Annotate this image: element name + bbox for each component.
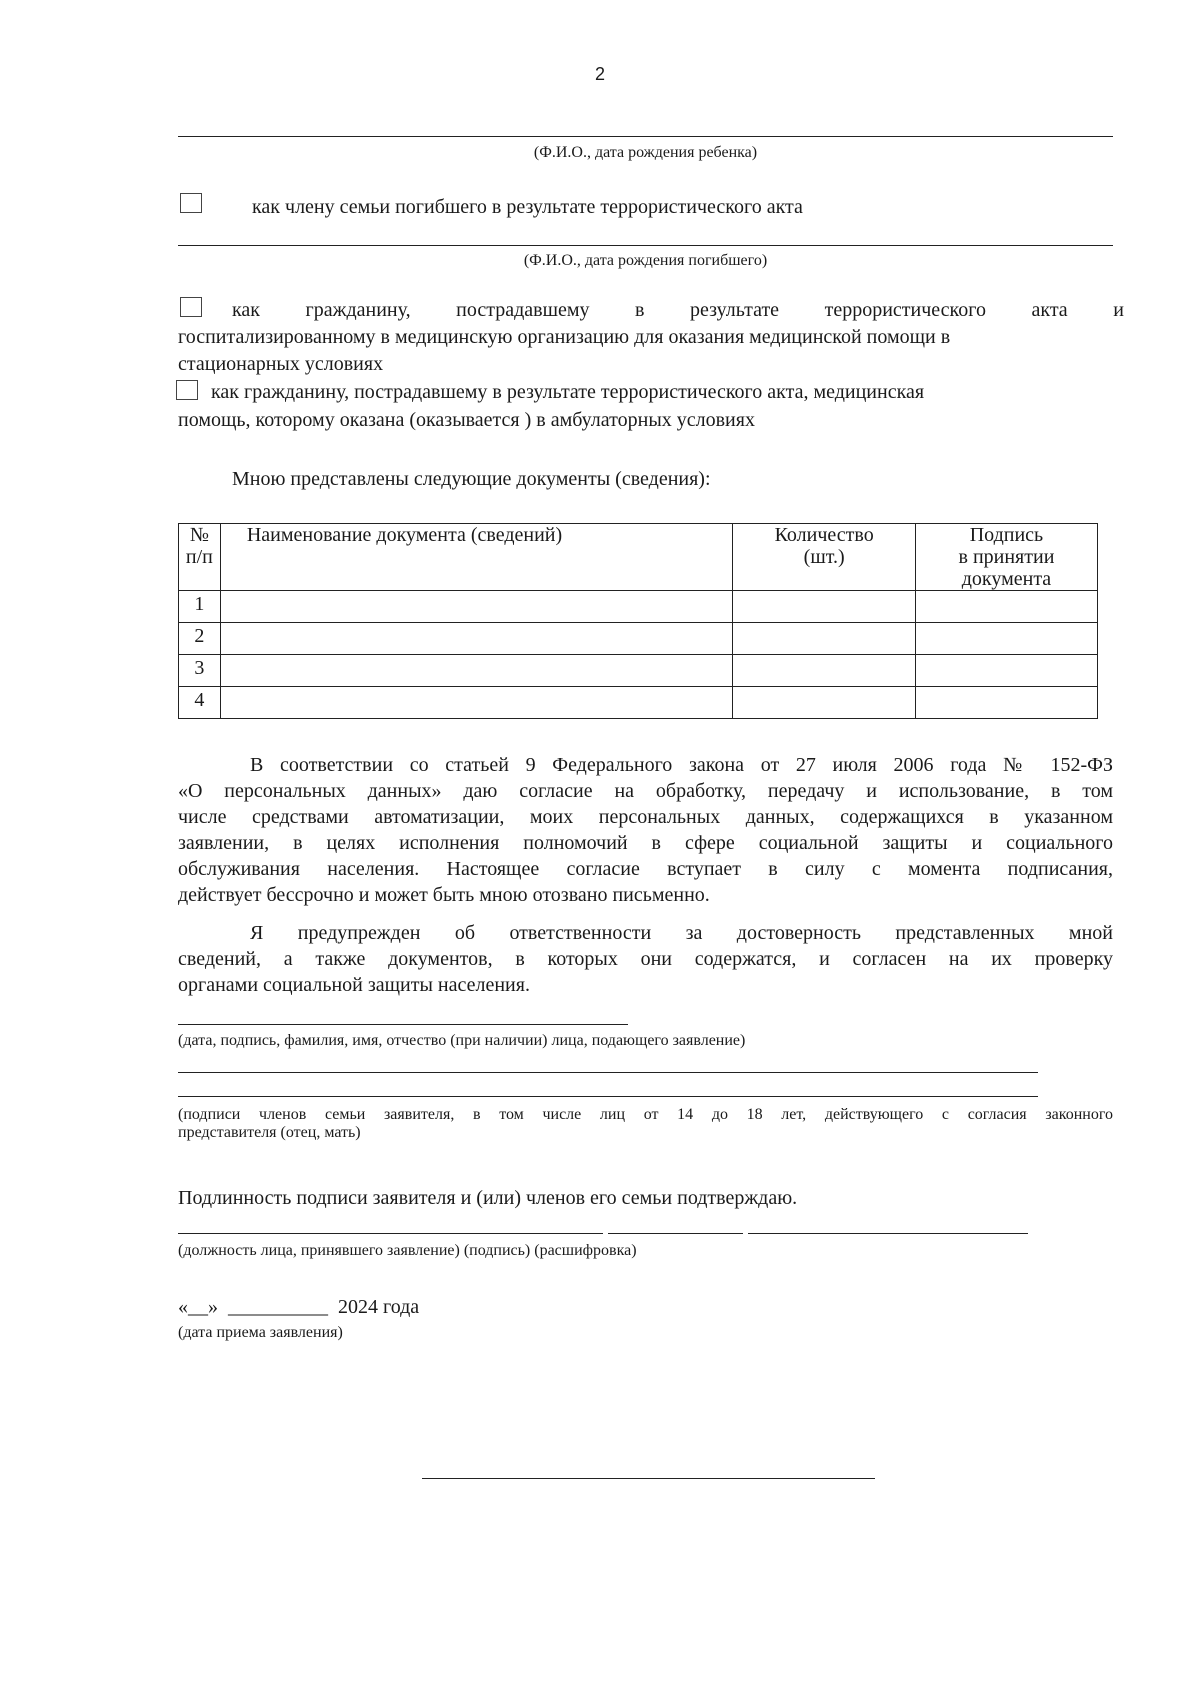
qty-header-line: Количество <box>774 524 874 546</box>
outpatient-line1: как гражданину, пострадавшему в результате террористического акта, медицинская <box>211 381 925 403</box>
family-caption-line: (подписи членов семьи заявителя, в том числе лиц от 14 до 18 лет, действующего с согласия законного <box>178 1106 1113 1123</box>
name-header: Наименование документа (сведений) <box>220 524 733 591</box>
signature-cell[interactable] <box>915 623 1097 655</box>
quantity-cell[interactable] <box>733 591 916 623</box>
applicant-signature-line[interactable] <box>178 1024 628 1025</box>
closing-line <box>422 1478 875 1479</box>
num-header-line: п/п <box>185 546 213 568</box>
sig-header-line: документа <box>961 568 1052 590</box>
hospitalized-word: акта <box>1031 299 1068 321</box>
date-day-blank[interactable]: __ <box>188 1296 208 1318</box>
consent-paragraph <box>178 752 1113 908</box>
page-number: 2 <box>594 64 605 84</box>
hospitalized-checkbox[interactable] <box>180 297 202 317</box>
date-line <box>178 1294 419 1320</box>
hospitalized-word: и <box>1113 299 1124 321</box>
official-signature-line[interactable] <box>608 1233 743 1234</box>
qty-header-line: (шт.) <box>803 546 845 568</box>
child-name-line[interactable] <box>178 136 1113 137</box>
family-signature-line-1[interactable] <box>178 1072 1038 1073</box>
consent-line: обслуживания населения. Настоящее согласие вступает в силу с момента подписания, <box>178 858 1113 880</box>
signature-cell[interactable] <box>915 687 1097 719</box>
family-caption-line: представителя (отец, мать) <box>178 1124 361 1141</box>
family-signature-line-2[interactable] <box>178 1096 1038 1097</box>
hospitalized-line1 <box>232 297 1124 323</box>
date-year: 2024 года <box>338 1296 420 1318</box>
sig-header <box>915 524 1097 591</box>
quantity-cell[interactable] <box>733 655 916 687</box>
outpatient-line2: помощь, которому оказана (оказывается ) в амбулаторных условиях <box>178 409 755 431</box>
family-signatures-caption <box>178 1106 1113 1142</box>
family-member-label: как члену семьи погибшего в результате террористического акта <box>252 196 803 218</box>
warning-line: органами социальной защиты населения. <box>178 974 530 996</box>
sig-header-line: Подпись <box>969 524 1044 546</box>
table-row <box>179 591 1098 623</box>
num-header <box>179 524 221 591</box>
official-position-line[interactable] <box>178 1233 603 1234</box>
hospitalized-word: гражданину, <box>305 299 411 321</box>
child-caption: (Ф.И.О., дата рождения ребенка) <box>533 144 758 161</box>
table-row <box>179 655 1098 687</box>
official-name-line[interactable] <box>748 1233 1028 1234</box>
victim-caption: (Ф.И.О., дата рождения погибшего) <box>523 252 768 269</box>
hospitalized-word: террористического <box>824 299 986 321</box>
applicant-signature-caption: (дата, подпись, фамилия, имя, отчество (при наличии) лица, подающего заявление) <box>178 1032 746 1049</box>
num-header-line: № <box>189 524 209 546</box>
row-number: 3 <box>179 655 221 687</box>
quantity-cell[interactable] <box>733 623 916 655</box>
date-month-blank[interactable]: __________ <box>228 1296 328 1318</box>
warning-paragraph <box>178 920 1113 998</box>
hospitalized-line3: стационарных условиях <box>178 353 384 375</box>
document-name-cell[interactable] <box>220 591 733 623</box>
sig-header-line: в принятии <box>958 546 1055 568</box>
date-close-quote: » <box>208 1296 218 1318</box>
row-number: 2 <box>179 623 221 655</box>
documents-header-row <box>179 524 1098 591</box>
consent-line: В соответствии со статьей 9 Федерального закона от 27 июля 2006 года № 152-ФЗ <box>250 754 1113 776</box>
consent-line: числе средствами автоматизации, моих персональных данных, содержащихся в указанном <box>178 806 1113 828</box>
hospitalized-word: в <box>635 299 645 321</box>
hospitalized-line2: госпитализированному в медицинскую организацию для оказания медицинской помощи в <box>178 326 951 348</box>
outpatient-checkbox[interactable] <box>176 380 198 400</box>
signature-cell[interactable] <box>915 591 1097 623</box>
official-caption: (должность лица, принявшего заявление) (подпись) (расшифровка) <box>178 1242 637 1259</box>
quantity-cell[interactable] <box>733 687 916 719</box>
qty-header <box>733 524 916 591</box>
date-caption: (дата приема заявления) <box>178 1324 343 1341</box>
documents-intro: Мною представлены следующие документы (сведения): <box>232 468 711 490</box>
table-row <box>179 623 1098 655</box>
document-name-cell[interactable] <box>220 687 733 719</box>
row-number: 4 <box>179 687 221 719</box>
hospitalized-word: как <box>232 299 261 321</box>
consent-line: «О персональных данных» даю согласие на обработку, передачу и использование, в том <box>178 780 1113 802</box>
row-number: 1 <box>179 591 221 623</box>
hospitalized-word: пострадавшему <box>456 299 590 321</box>
document-name-cell[interactable] <box>220 655 733 687</box>
document-name-cell[interactable] <box>220 623 733 655</box>
authenticity-statement: Подлинность подписи заявителя и (или) членов его семьи подтверждаю. <box>178 1187 798 1209</box>
date-open-quote: « <box>178 1296 188 1318</box>
warning-line: Я предупрежден об ответственности за достоверность представленных мной <box>250 922 1113 944</box>
signature-cell[interactable] <box>915 655 1097 687</box>
family-member-checkbox[interactable] <box>180 193 202 213</box>
table-row <box>179 687 1098 719</box>
documents-table <box>178 523 1098 719</box>
consent-line: заявлении, в целях исполнения полномочий в сфере социальной защиты и социального <box>178 832 1113 854</box>
hospitalized-word: результате <box>690 299 780 321</box>
victim-name-line[interactable] <box>178 245 1113 246</box>
warning-line: сведений, а также документов, в которых они содержатся, и согласен на их проверку <box>178 948 1113 970</box>
consent-line: действует бессрочно и может быть мною отозвано письменно. <box>178 884 710 906</box>
